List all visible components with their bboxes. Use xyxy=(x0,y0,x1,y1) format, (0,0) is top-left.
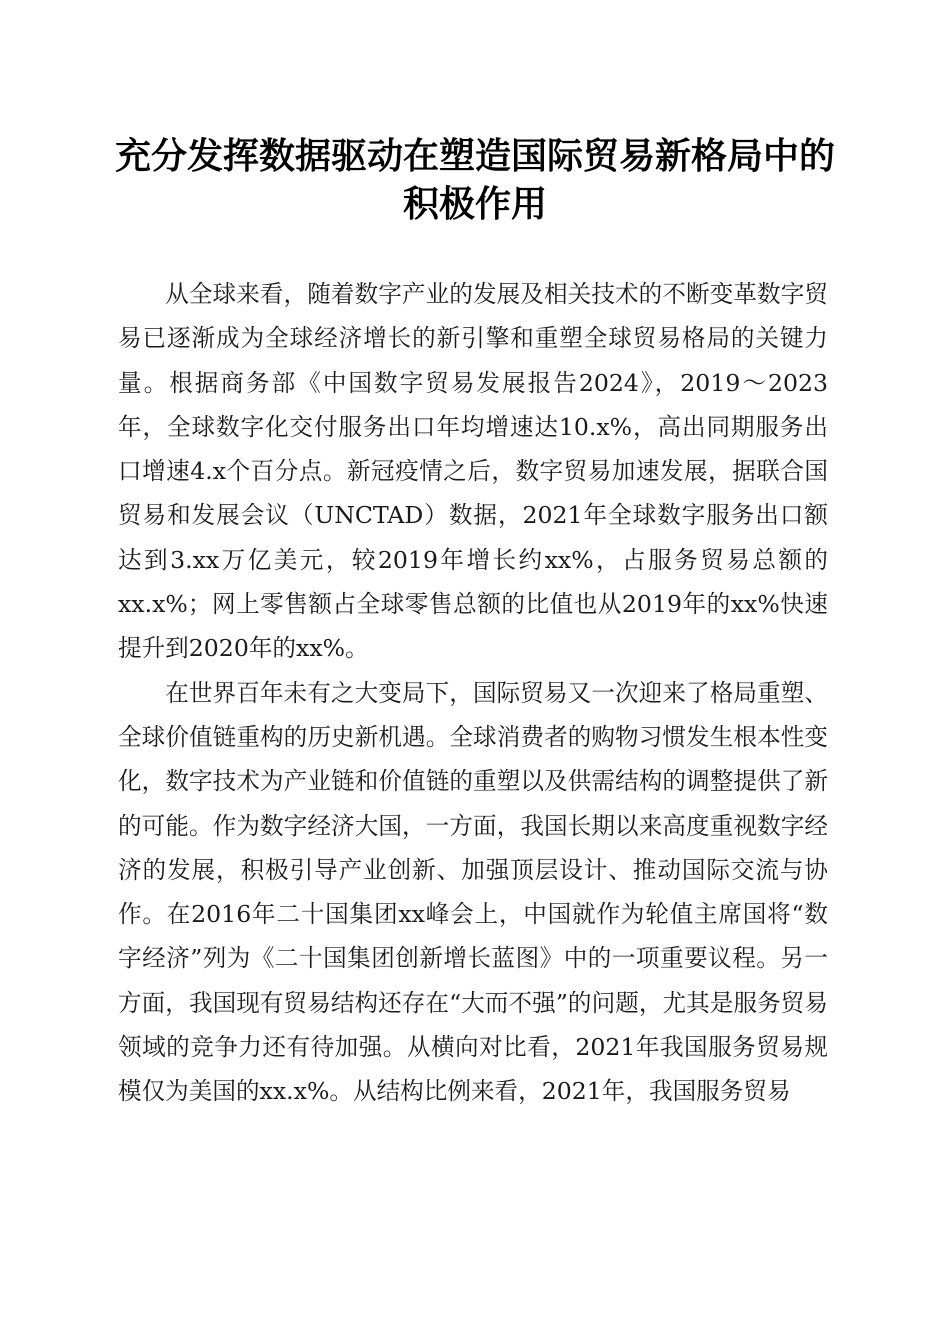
paragraph: 在世界百年未有之大变局下，国际贸易又一次迎来了格局重塑、全球价值链重构的历史新机遇。全球消费者的购物习惯发生根本性变化，数字技术为产业链和价值链的重塑以及供需结构的调整提供了新的可能。作为数字经济大国，一方面，我国长期以来高度重视数字经济的发展，积极引导产业创新、加强顶层设计、推动国际交流与协作。在2016年二十国集团xx峰会上，中国就作为轮值主席国将“数字经济”列为《二十国集团创新增长蓝图》中的一项重要议程。另一方面，我国现有贸易结构还存在“大而不强”的问题，尤其是服务贸易领域的竞争力还有待加强。从横向对比看，2021年我国服务贸易规模仅为美国的xx.x%。从结构比例来看，2021年，我国服务贸易 xyxy=(118,678,828,1106)
document-body xyxy=(118,272,828,1114)
document-title: 充分发挥数据驱动在塑造国际贸易新格局中的积极作用 xyxy=(114,135,835,225)
paragraph: 从全球来看，随着数字产业的发展及相关技术的不断变革数字贸易已逐渐成为全球经济增长的新引擎和重塑全球贸易格局的关键力量。根据商务部《中国数字贸易发展报告2024》，2019～2023年，全球数字化交付服务出口年均增速达10.x%，高出同期服务出口增速4.x个百分点。新冠疫情之后，数字贸易加速发展，据联合国贸易和发展会议（UNCTAD）数据，2021年全球数字服务出口额达到3.xx万亿美元，较2019年增长约xx%，占服务贸易总额的xx.x%；网上零售额占全球零售总额的比值也从2019年的xx%快速提升到2020年的xx%。 xyxy=(118,280,828,663)
